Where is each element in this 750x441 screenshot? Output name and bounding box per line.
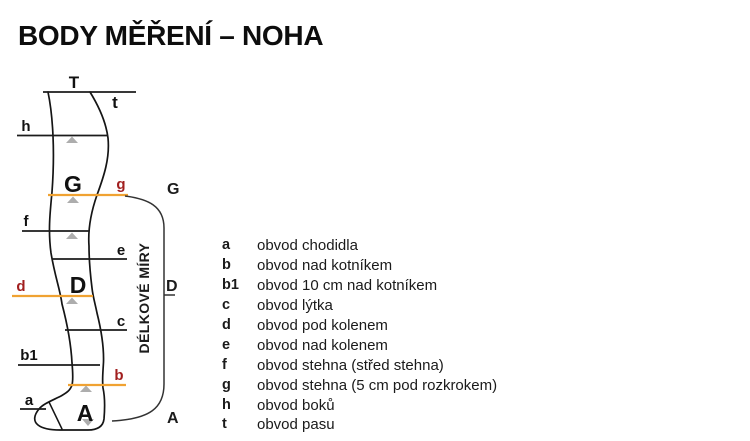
legend-key: b bbox=[222, 256, 231, 273]
label-d: d bbox=[16, 278, 26, 295]
foot-toe-seam bbox=[49, 402, 62, 429]
legend-desc: obvod pod kolenem bbox=[257, 316, 388, 334]
triangle-f-icon bbox=[66, 233, 78, 240]
legend-key: a bbox=[222, 237, 231, 253]
label-A: A bbox=[76, 400, 94, 426]
legend-row-e bbox=[222, 336, 602, 356]
legend-desc: obvod stehna (5 cm pod rozkrokem) bbox=[257, 376, 498, 394]
legend-row-a bbox=[222, 236, 602, 256]
length-bracket bbox=[112, 181, 179, 427]
legend-row-h bbox=[222, 396, 602, 416]
legend-row-d bbox=[222, 316, 602, 336]
leg-measurement-diagram bbox=[0, 0, 210, 441]
label-t: t bbox=[112, 93, 118, 112]
legend-desc: obvod nad kolenem bbox=[257, 336, 388, 354]
legend-desc: obvod lýtka bbox=[257, 296, 333, 314]
bracket-title: DÉLKOVÉ MÍRY bbox=[136, 242, 152, 354]
label-T: T bbox=[68, 73, 80, 92]
legend-row-t bbox=[222, 415, 602, 435]
triangle-d-icon bbox=[66, 298, 78, 305]
legend-desc: obvod stehna (střed stehna) bbox=[257, 356, 444, 374]
legend-row-b1 bbox=[222, 276, 602, 296]
label-c: c bbox=[116, 313, 126, 330]
legend bbox=[222, 236, 602, 435]
legend-key: t bbox=[222, 416, 227, 433]
label-g: g bbox=[116, 176, 126, 193]
triangle-g-icon bbox=[67, 197, 79, 204]
legend-row-g bbox=[222, 376, 602, 396]
label-h: h bbox=[21, 118, 31, 135]
page-title: BODY MĚŘENÍ – NOHA bbox=[18, 20, 324, 51]
legend-desc: obvod 10 cm nad kotníkem bbox=[257, 276, 438, 294]
legend-desc: obvod chodidla bbox=[257, 237, 358, 254]
legend-desc: obvod pasu bbox=[257, 416, 335, 434]
legend-key: g bbox=[222, 376, 231, 393]
legend-key: d bbox=[222, 316, 231, 333]
label-D: D bbox=[69, 272, 87, 298]
legend-key: f bbox=[222, 356, 227, 373]
legend-row-f bbox=[222, 356, 602, 376]
label-G: G bbox=[64, 171, 82, 197]
legend-key: h bbox=[222, 396, 231, 413]
point-labels bbox=[16, 73, 125, 426]
legend-key: c bbox=[222, 296, 231, 313]
label-f: f bbox=[23, 213, 29, 230]
legend-desc: obvod boků bbox=[257, 396, 335, 414]
legend-key: b1 bbox=[222, 276, 239, 293]
bracket-label-D: D bbox=[166, 278, 178, 295]
legend-row-b bbox=[222, 256, 602, 276]
legend-row-c bbox=[222, 296, 602, 316]
triangle-b-icon bbox=[80, 386, 92, 393]
label-b1: b1 bbox=[20, 347, 38, 364]
label-a: a bbox=[24, 392, 34, 409]
label-b: b bbox=[114, 367, 124, 384]
bracket-label-G: G bbox=[167, 181, 180, 198]
bracket-label-A: A bbox=[167, 410, 179, 427]
legend-key: e bbox=[222, 336, 231, 353]
label-e: e bbox=[116, 242, 126, 259]
legend-desc: obvod nad kotníkem bbox=[257, 256, 393, 274]
triangle-h-icon bbox=[66, 137, 78, 144]
